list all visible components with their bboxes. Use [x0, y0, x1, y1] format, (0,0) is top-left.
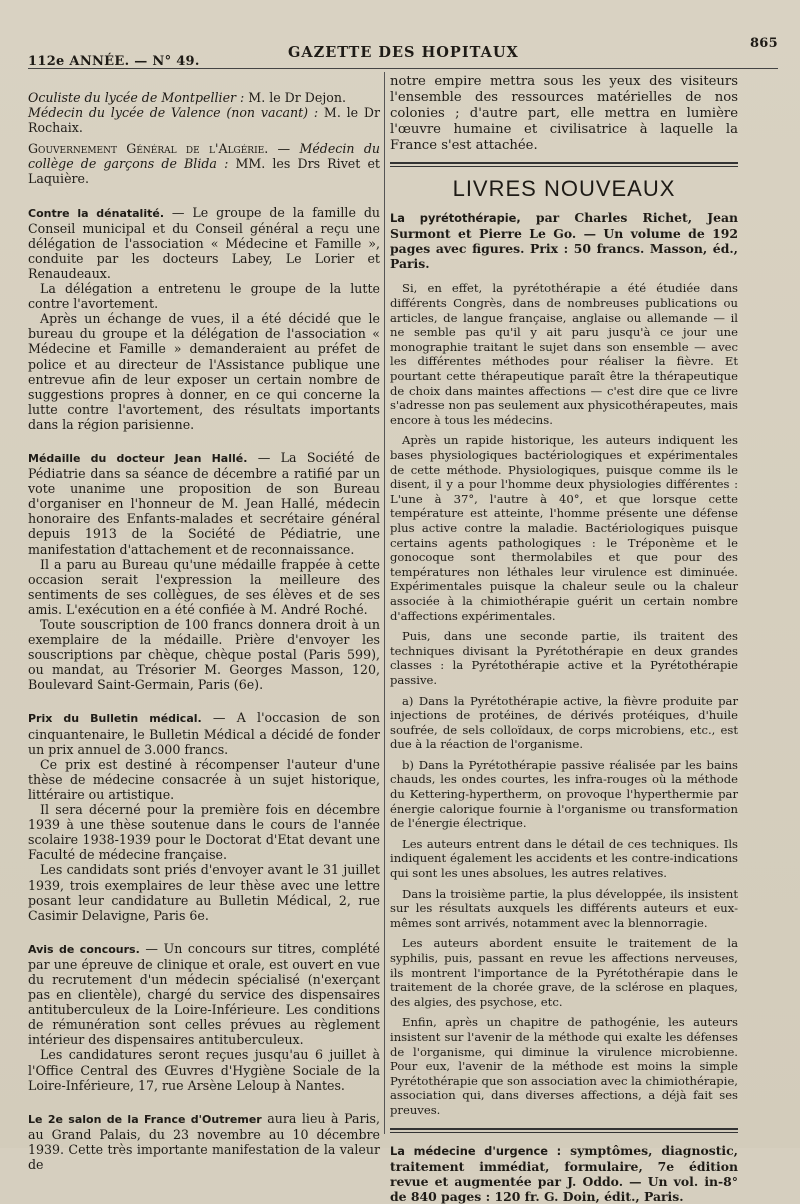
- article-title: Médaille du docteur Jean Hallé.: [28, 451, 248, 465]
- left-column: [28, 82, 381, 1172]
- section-rule: [390, 162, 738, 167]
- salon-continuation: notre empire mettra sous les yeux des visiteurs l'ensemble des ressources matérielles de nos colonies ; d'autre part, elle mettra en lumière l'œuvre humaine et civilisatrice à laquelle la France s'est attachée.: [390, 74, 738, 153]
- page-number: 865: [749, 36, 778, 51]
- book-citation: La médecine d'urgence : symptômes, diagnostic, traitement immédiat, formulaire, 7e édition revue et augmentée par J. Oddo. — Un vol. in-8° de 840 pages : 120 fr. G. Doin, édit., Paris.: [390, 1142, 738, 1204]
- issue-number: 112e ANNÉE. — N° 49.: [28, 54, 200, 69]
- article-medaille: Médaille du docteur Jean Hallé. — La Société de Pédiatrie dans sa séance de décembre a ratifié par un vote unanime une proposition de son Bureau d'organiser en l'honneur de M. Jean Hallé, médecin honoraire des Enfants-malades et secrétaire général depuis 1913 de la Société de Pédiatrie, une manifestation d'attachement et de reconnaissance. Il a paru au Bureau qu'une médaille frappée à cette occasion serait l'expression la meilleure des sentiments de ses collègues, de ses élèves et de ses amis. L'exécution en a été confiée à M. André Roché. Toute souscription de 100 francs donnera droit à un exemplaire de la médaille. Prière d'envoyer les souscriptions par chèque, chèque postal (Paris 599), ou mandat, au Trésorier M. Georges Masson, 120, Boulevard Saint-Germain, Paris (6e).: [28, 449, 381, 693]
- column-divider: [384, 72, 385, 1134]
- article-concours: Avis de concours. — Un concours sur titres, complété par une épreuve de clinique et orale, est ouvert en vue du recrutement d'un médecin spécialisé (n'exerçant pas en clientèle), chargé du service des dispensaires antituberculeux de la Loire-Inférieure. Les conditions de rémunération sont celles prévues au règlement intérieur des dispensaires antituberculeux. Les candidatures seront reçues jusqu'au 6 juillet à l'Office Central des Œuvres d'Hygiène Sociale de la Loire-Inférieure, 17, rue Arsène Leloup à Nantes.: [28, 940, 380, 1093]
- appointment-line: Médecin du lycée de Valence (non vacant) : M. le Dr Rochaix.: [28, 105, 380, 136]
- article-title: Avis de concours.: [28, 942, 140, 956]
- article-prix: Prix du Bulletin médical. — A l'occasion de son cinquantenaire, le Bulletin Médical a décidé de fonder un prix annuel de 3.000 francs. Ce prix est destiné à récompenser l'auteur d'une thèse de médecine consacrée à un sujet historique, littéraire ou artistique. Il sera décerné pour la première fois en décembre 1939 à une thèse soutenue dans le cours de l'année scolaire 1938-1939 pour le Doctorat d'Etat devant une Faculté de médecine française. Les candidats sont priés d'envoyer avant le 31 juillet 1939, trois exemplaires de leur thèse avec une lettre posant leur candidature au Bulletin Médical, 2, rue Casimir Delavigne, Paris 6e.: [28, 710, 380, 923]
- article-title: Le 2e salon de la France d'Outremer: [28, 1112, 262, 1126]
- article-denatalite: Contre la dénatalité. — Le groupe de la famille du Conseil municipal et du Conseil général a reçu une délégation de l'association « Médecine et Famille », conduite par les docteurs Labey, Le Lorier et Renaudeaux. La délégation a entretenu le groupe de la lutte contre l'avortement. Après un échange de vues, il a été décidé que le bureau du groupe et la délégation de l'association « Médecine et Famille » demanderaient au préfet de police et au directeur de l'Assistance publique une entrevue afin de leur exposer un certain nombre de suggestions propres à donner, en ce qui concerne la lutte contre l'avortement, des résultats importants dans la région parisienne.: [28, 204, 380, 432]
- right-column: [390, 74, 739, 1204]
- book-title: La pyrétothérapie,: [390, 211, 521, 226]
- book-title: La médecine d'urgence :: [390, 1143, 562, 1158]
- book-citation: La pyrétothérapie, par Charles Richet, Jean Surmont et Pierre Le Go. — Un volume de 192 pages avec figures. Prix : 50 francs. Masson, éd., Paris.: [390, 210, 739, 272]
- appointment-line: Oculiste du lycée de Montpellier : M. le Dr Dejon.: [28, 90, 346, 105]
- journal-title: GAZETTE DES HOPITAUX: [288, 44, 519, 61]
- appointment-line: Gouvernement Général de l'Algérie. — Médecin du collège de garçons de Blida : MM. les Drs Rivet et Laquière.: [28, 141, 380, 187]
- section-rule: [390, 1128, 738, 1133]
- section-title: LIVRES NOUVEAUX: [452, 176, 676, 201]
- article-salon: Le 2e salon de la France d'Outremer aura lieu à Paris, au Grand Palais, du 23 novembre au 10 décembre 1939. Cette très importante manifestation de la valeur de: [28, 1110, 381, 1172]
- header-rule: [28, 68, 778, 69]
- article-title: Prix du Bulletin médical.: [28, 712, 202, 726]
- book-review: Si, en effet, la pyrétothérapie a été étudiée dans différents Congrès, dans de nombreuses publications ou articles, de langue française, anglaise ou allemande — il ne semble pas qu'il y ait paru jusqu'à ce jour une monographie traitant le sujet dans son ensemble — avec les différentes méthodes pour réaliser la fièvre. Et pourtant cette thérapeutique paraît être la thérapeutique de choix dans maintes affections — c'est dire que ce livre s'adresse non pas seulement aux physicothérapeutes, mais encore à tous les médecins. Après un rapide historique, les auteurs indiquent les bases physiologiques bactériologiques et expérimentales de cette méthode. Physiologiques, puisque comme ils le disent, il y a pour l'homme deux physiologies différentes : L'une à 37°, l'autre à 40°, et que lorsque cette température est atteinte, l'homme présente une défense plus active contre la maladie. Bactériologiques puisque certains agents pathologiques : le Tréponème et le gonocoque sont thermolabiles et que pour des températures non léthales leur virulence est diminuée. Expérimentales puisque la chaleur seule ou la chaleur associée à la chimiothérapie guérit un certain nombre d'affections expérimentales. Puis, dans une seconde partie, ils traitent des techniques divisant la Pyrétothérapie en deux grandes classes : la Pyrétothérapie active et la Pyrétothérapie passive. a) Dans la Pyrétothérapie active, la fièvre produite par injections de protéines, de dérivés protéiques, d'huile soufrée, de sels colloïdaux, de corps microbiens, etc., est due à la réaction de l'organisme. b) Dans la Pyrétothérapie passive réalisée par les bains chauds, les ondes courtes, les infra-rouges où la méthode du Kettering-hypertherm, on provoque l'hyperthermie par énergie calorique fournie à l'organisme ou transformation de l'énergie électrique. Les auteurs entrent dans le détail de ces techniques. Ils indiquent également les accidents et les contre-indications qui sont les unes absolues, les autres relatives. Dans la troisième partie, la plus développée, ils insistent sur les résultats auxquels les différents auteurs et eux-mêmes sont arrivés, notamment avec la blennorragie. Les auteurs abordent ensuite le traitement de la syphilis, puis, passant en revue les affections nerveuses, ils montrent l'importance de la Pyrétothérapie dans le traitement de la chorée grave, de la sclérose en plaques, des algies, des psychose, etc. Enfin, après un chapitre de pathogénie, les auteurs insistent sur l'avenir de la méthode qui exalte les défenses de l'organisme, qui diminue la virulence microbienne. Pour eux, l'avenir de la méthode est moins la simple Pyrétothérapie que son association avec la chimiothérapie, association qui, dans diverses affections, a déjà fait ses preuves.: [390, 281, 738, 1117]
- appointments: [28, 90, 380, 187]
- article-title: Contre la dénatalité.: [28, 206, 164, 220]
